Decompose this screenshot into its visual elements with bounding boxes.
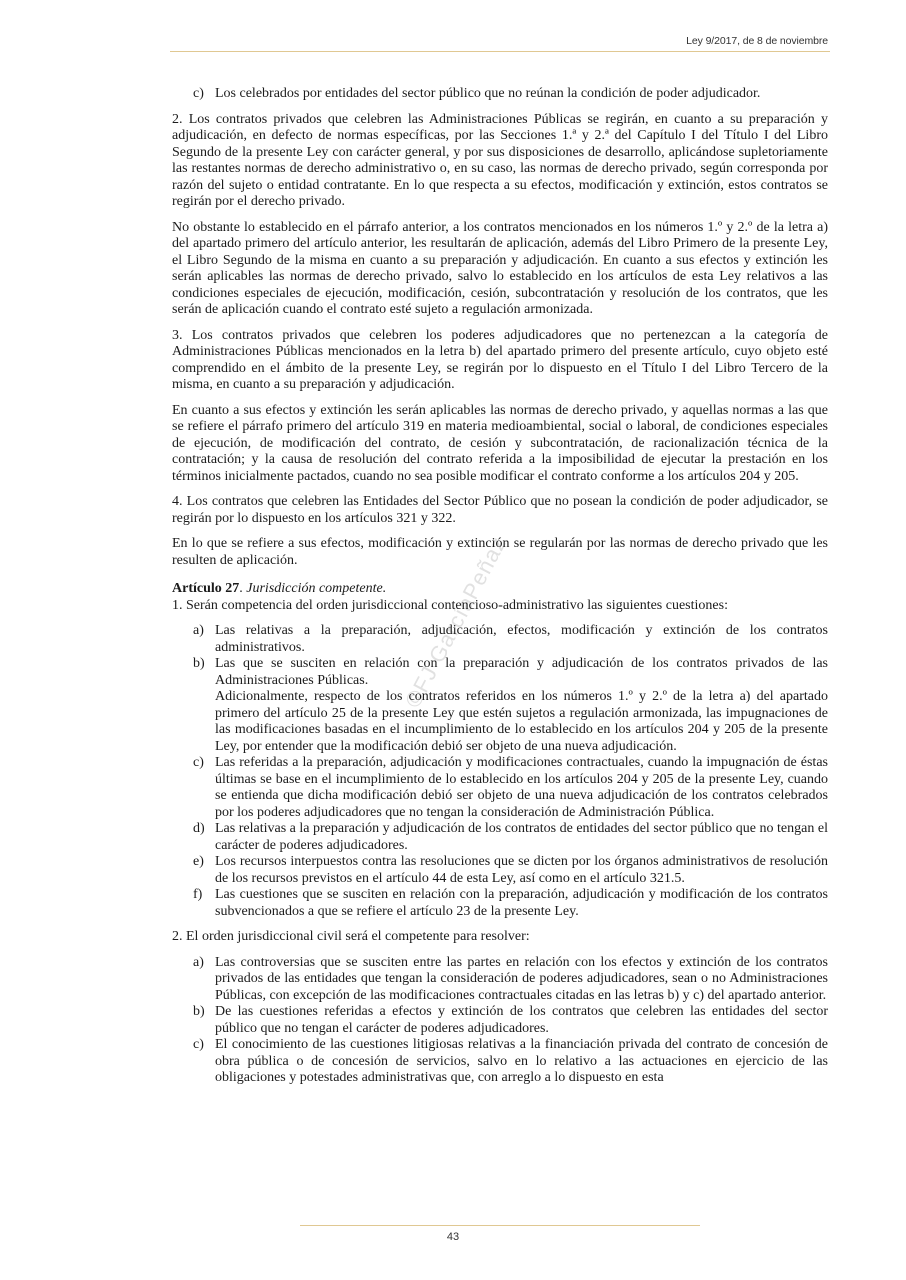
paragraph: No obstante lo establecido en el párrafo anterior, a los contratos mencionados en los números 1.º y 2.º de la letra a) del apartado primero del artículo anterior, les resultarán de aplicación, además del Libro Primero de la presente Ley, el Libro Segundo de la misma en cuanto a su preparación y adjudicación. En cuanto a sus efectos y extinción les serán aplicables las normas de derecho privado, salvo lo establecido en los artículos de esta Ley relativos a las condiciones especiales de ejecución, modificación, cesión, subcontratación y resolución de los contratos, que les serán de aplicación cuando el contrato esté sujeto a regulación armonizada. — [172, 219, 828, 317]
article-separator: . — [239, 581, 247, 596]
list-marker: f) — [193, 887, 203, 902]
list-item — [172, 854, 828, 887]
list-marker: c) — [193, 755, 204, 770]
article-title: Jurisdicción competente. — [246, 581, 387, 596]
paragraph: En cuanto a sus efectos y extinción les serán aplicables las normas de derecho privado, y aquellas normas a las que se refiere el párrafo primero del artículo 319 en materia medioambiental, social o laboral, de condiciones especiales de ejecución, de modificación del contrato, de cesión y subcontratación, de racionalización técnica de la contratación; y la causa de resolución del contrato referida a la imposibilidad de ejecutar la prestación en los términos inicialmente pactados, cuando no sea posible modificar el contrato conforme a los artículos 204 y 205. — [172, 402, 828, 484]
page-number: 43 — [446, 1231, 460, 1243]
paragraph: 4. Los contratos que celebren las Entidades del Sector Público que no posean la condición de poder adjudicador, se regirán por lo dispuesto en los artículos 321 y 322. — [172, 494, 828, 526]
list-item — [172, 656, 828, 755]
intro-list — [172, 86, 828, 103]
list-item-text: Las referidas a la preparación, adjudicación y modificaciones contractuales, cuando la impugnación de éstas últimas se base en el incumplimiento de lo establecido en los artículos 204 y 205 de la presente Ley, cuando se entienda que dicha modificación debió ser objeto de una nueva adjudicación de los contratos celebrados por los poderes adjudicadores que no tengan la consideración de Administración Pública. — [215, 755, 828, 820]
article-number: Artículo 27 — [172, 581, 240, 596]
list-item — [172, 755, 828, 821]
section-intro: 2. El orden jurisdiccional civil será el competente para resolver: — [172, 929, 530, 944]
list-item-text: Las relativas a la preparación y adjudicación de los contratos de entidades del sector público que no tengan el carácter de poderes adjudicadores. — [215, 821, 828, 853]
list-marker: a) — [193, 623, 204, 638]
copyright-watermark: ©FJ GarcíaPeñaz — [400, 532, 512, 712]
list-item-text: El conocimiento de las cuestiones litigiosas relativas a la financiación privada del contrato de concesión de obra pública o de concesión de servicios, salvo en lo relativo a las actuaciones en ejercicio de las obligaciones y potestades administrativas que, con arreglo a lo dispuesto en esta — [215, 1037, 828, 1085]
paragraph: 2. Los contratos privados que celebren las Administraciones Públicas se regirán, en cuanto a su preparación y adjudicación, en defecto de normas específicas, por las Secciones 1.ª y 2.ª del Capítulo I del Título I del Libro Segundo de la presente Ley con carácter general, y por sus disposiciones de desarrollo, aplicándose supletoriamente las restantes normas de derecho administrativo o, en su caso, las normas de derecho privado, según corresponda por razón del sujeto o entidad contratante. En lo que respecta a su efectos, modificación y extinción, estos contratos se regirán por el derecho privado. — [172, 111, 828, 209]
list-item-text: Los celebrados por entidades del sector público que no reúnan la condición de poder adjudicador. — [215, 86, 761, 101]
list-item-extra-text: Adicionalmente, respecto de los contratos referidos en los números 1.º y 2.º de la letra a) del apartado primero del artículo 25 de la presente Ley que estén sujetos a regulación armonizada, las impugnaciones de las modificaciones basadas en el incumplimiento de lo establecido en los artículos 204 y 205 de la presente Ley, por entender que la modificación debió ser objeto de una nueva adjudicación. — [215, 689, 828, 754]
list-item-text: Las controversias que se susciten entre las partes en relación con los efectos y extinción de los contratos privados de las entidades que tengan la consideración de poderes adjudicadores, sean o no Administraciones Públicas, con excepción de las modificaciones contractuales citadas en las letras b) y c) del apartado anterior. — [215, 954, 828, 1003]
section-intro: 1. Serán competencia del orden jurisdiccional contencioso-administrativo las siguientes cuestiones: — [172, 597, 728, 613]
list-marker: a) — [193, 954, 204, 970]
list-item — [172, 955, 828, 1005]
paragraph: 3. Los contratos privados que celebren los poderes adjudicadores que no pertenezcan a la categoría de Administraciones Públicas mencionados en la letra b) del apartado primero del presente artículo, cuyo objeto esté comprendido en el ámbito de la presente Ley, se regirán por lo dispuesto en el Título I del Libro Tercero de la misma, en cuanto a su preparación y adjudicación. — [172, 327, 828, 392]
list-item-text: Las cuestiones que se susciten en relación con la preparación, adjudicación y modificación de los contratos subvencionados a que se refiere el artículo 23 de la presente Ley. — [215, 887, 828, 919]
list-item — [172, 887, 828, 920]
document-body — [172, 86, 828, 1096]
list-item — [172, 623, 828, 656]
list-item — [172, 86, 828, 103]
list-item-text: De las cuestiones referidas a efectos y extinción de los contratos que celebren las entidades del sector público que no tengan el carácter de poderes adjudicadores. — [215, 1004, 828, 1036]
footer-divider — [300, 1225, 700, 1226]
list-marker: b) — [193, 656, 205, 671]
list-marker: c) — [193, 1037, 204, 1052]
article-heading — [172, 581, 828, 598]
paragraph: En lo que se refiere a sus efectos, modificación y extinción se regularán por las normas de derecho privado que les resulten de aplicación. — [172, 536, 828, 568]
section2-list — [172, 955, 828, 1087]
list-item-text: Los recursos interpuestos contra las resoluciones que se dicten por los órganos administrativos de resolución de los recursos previstos en el artículo 44 de esta Ley, así como en el artículo 321.5. — [215, 854, 828, 886]
list-item-text: Las que se susciten en relación con la preparación y adjudicación de los contratos privados de las Administraciones Públicas. — [215, 656, 828, 688]
list-item-text: Las relativas a la preparación, adjudicación, efectos, modificación y extinción de los contratos administrativos. — [215, 623, 828, 655]
list-item — [172, 1037, 828, 1087]
list-marker: e) — [193, 854, 204, 869]
list-marker: b) — [193, 1004, 205, 1019]
list-marker: d) — [193, 821, 205, 836]
list-item — [172, 1004, 828, 1037]
section1-list — [172, 623, 828, 920]
running-header: Ley 9/2017, de 8 de noviembre — [686, 35, 828, 47]
header-divider — [170, 51, 830, 52]
list-marker: c) — [193, 86, 204, 101]
list-item — [172, 821, 828, 854]
